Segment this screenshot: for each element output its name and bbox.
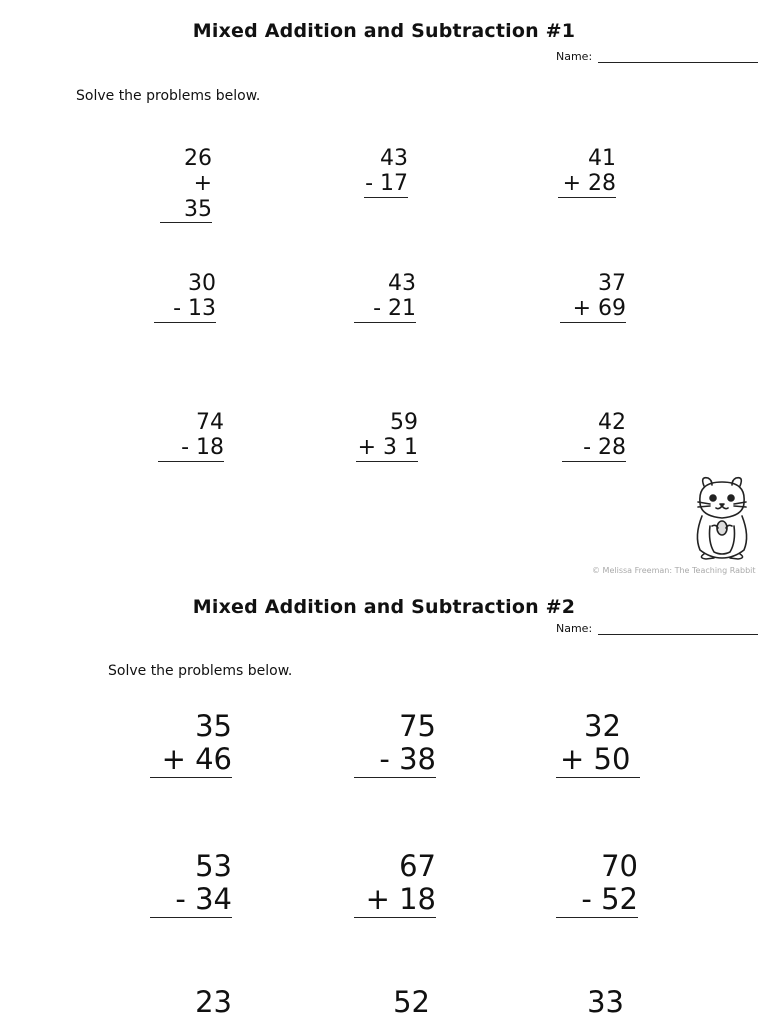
- problem: [556, 710, 640, 778]
- problem-bottom-number: - 13: [154, 296, 216, 322]
- problem-bottom-number: - 34: [150, 883, 232, 917]
- problem: [356, 410, 418, 462]
- problem: [354, 271, 416, 323]
- problem: [160, 146, 212, 223]
- problem-bottom-number: - 21: [354, 296, 416, 322]
- problem-bottom-number: - 38: [354, 743, 436, 777]
- name-line[interactable]: [598, 633, 758, 635]
- problem-top-number: 53: [195, 849, 232, 883]
- problem-top-number: 43: [388, 271, 416, 296]
- problem-bottom-number: - 17: [365, 171, 408, 197]
- problem-top-number: 67: [399, 849, 436, 883]
- problem-top-number: 30: [188, 271, 216, 296]
- problem-top-number: 75: [399, 709, 436, 743]
- worksheet-1-title: Mixed Addition and Subtraction #1: [192, 20, 576, 42]
- problem: [560, 271, 626, 323]
- worksheet-1-instructions: Solve the problems below.: [76, 88, 261, 104]
- problem-bottom-number: + 50: [556, 743, 640, 777]
- worksheet-2-title: Mixed Addition and Subtraction #2: [192, 596, 576, 618]
- worksheet-1-name-field[interactable]: [556, 50, 758, 63]
- problem-bottom-number: + 28: [558, 171, 616, 197]
- problem-bottom-number: + 35: [160, 171, 212, 223]
- problem-top-number: 74: [196, 410, 224, 435]
- problem: [558, 146, 616, 198]
- problem: [150, 710, 232, 778]
- problem: [150, 986, 232, 1019]
- worksheet-2-name-field[interactable]: [556, 622, 758, 635]
- problem: [354, 710, 436, 778]
- problem: [556, 986, 624, 1019]
- name-label: Name:: [556, 50, 593, 63]
- problem-top-number: 33: [587, 985, 624, 1019]
- problem-top-number: 26: [184, 146, 212, 171]
- problem-bottom-number: + 3 1: [357, 435, 418, 461]
- problem: [154, 271, 216, 323]
- problem-top-number: 32: [584, 709, 621, 743]
- name-line[interactable]: [598, 61, 758, 63]
- problem: [158, 410, 224, 462]
- problem-top-number: 35: [195, 709, 232, 743]
- problem-bottom-number: + 18: [354, 883, 436, 917]
- problem: [556, 850, 638, 918]
- problem: [364, 146, 408, 198]
- problem-top-number: 42: [598, 410, 626, 435]
- name-label: Name:: [556, 622, 593, 635]
- problem-top-number: 37: [598, 271, 626, 296]
- problem: [150, 850, 232, 918]
- problem-bottom-number: - 52: [556, 883, 638, 917]
- problem-bottom-number: - 18: [158, 435, 224, 461]
- problem-top-number: 41: [588, 146, 616, 171]
- problem-bottom-number: + 69: [560, 296, 626, 322]
- problem-top-number: 23: [195, 985, 232, 1019]
- copyright-credit: © Melissa Freeman: The Teaching Rabbit: [592, 566, 756, 575]
- problem-top-number: 52: [393, 985, 430, 1019]
- problem-top-number: 70: [601, 849, 638, 883]
- problem: [562, 410, 626, 462]
- worksheet-2-instructions: Solve the problems below.: [108, 663, 293, 679]
- problem-bottom-number: + 46: [150, 743, 232, 777]
- problem: [354, 850, 436, 918]
- hamster-mascot-icon: [686, 472, 758, 560]
- problem-bottom-number: - 28: [562, 435, 626, 461]
- problem-top-number: 43: [380, 146, 408, 171]
- problem: [354, 986, 430, 1019]
- problem-top-number: 59: [390, 410, 418, 435]
